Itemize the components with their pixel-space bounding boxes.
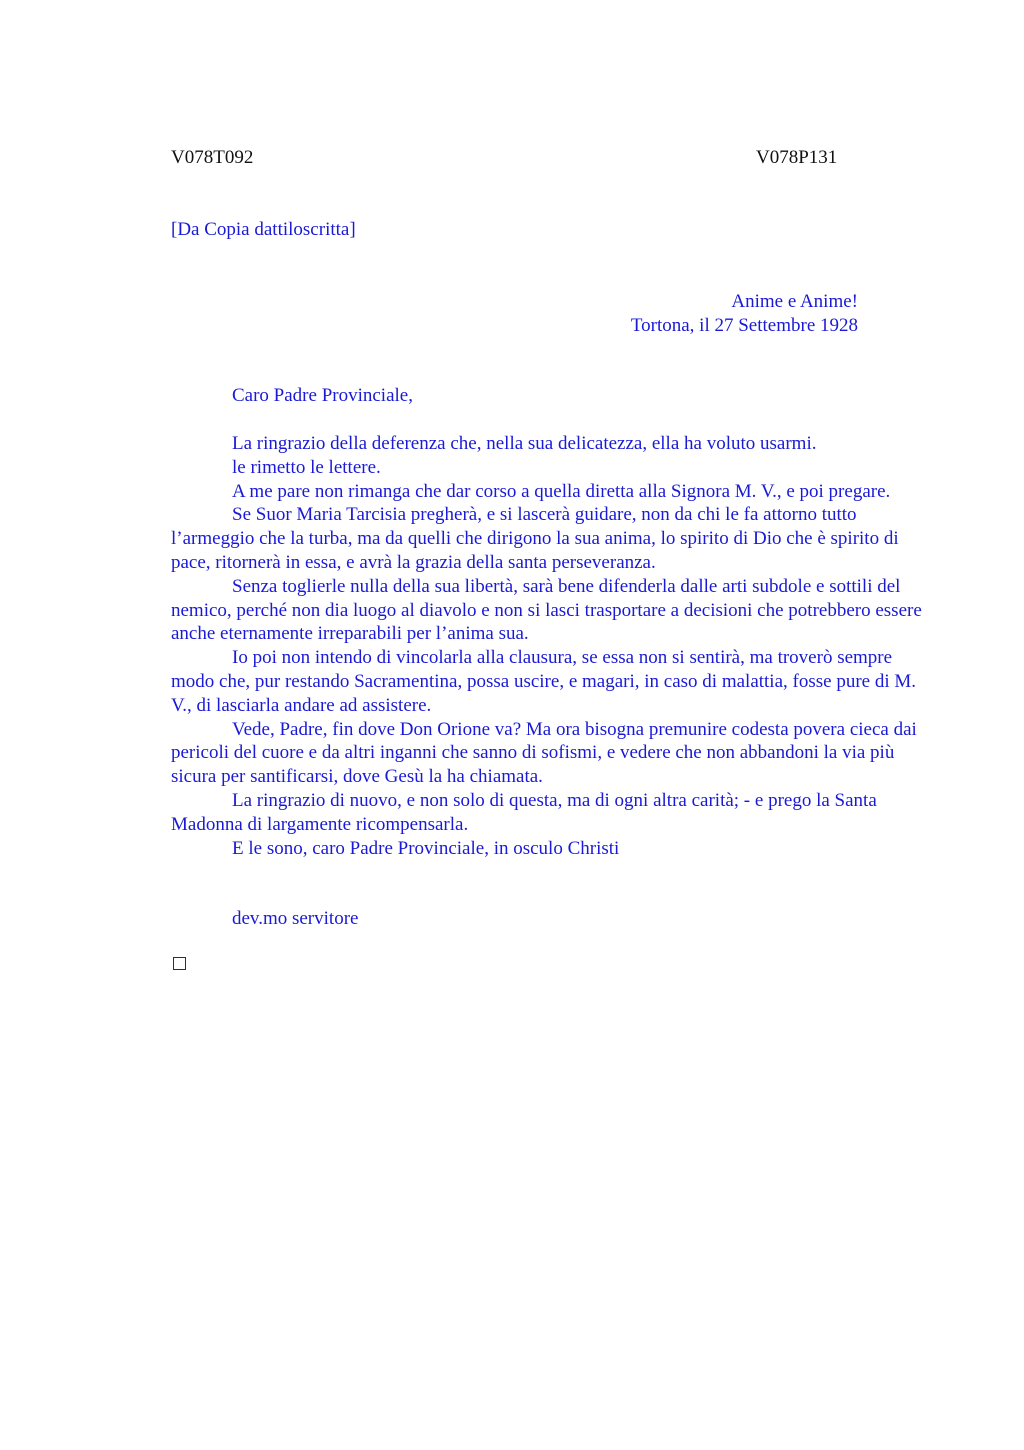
letter-body	[171, 432, 931, 860]
letter-paragraph: Se Suor Maria Tarcisia pregherà, e si lascerà guidare, non da chi le fa attorno tutto l’armeggio che la turba, ma da quelli che dirigono la sua anima, lo spirito di Dio che è spirito di pace, ritornerà in essa, e avrà la grazia della santa perseveranza.	[171, 504, 899, 573]
letter-paragraph: A me pare non rimanga che dar corso a quella diretta alla Signora M. V., e poi pregare.	[232, 480, 891, 502]
letter-salutation: Caro Padre Provinciale,	[232, 385, 413, 406]
letter-paragraph: Vede, Padre, fin dove Don Orione va? Ma ora bisogna premunire codesta povera cieca dai pericoli del cuore e da altri inganni che sanno di sofismi, e vedere che non abbandoni la via più sicura per santificarsi, dove Gesù la ha chiamata.	[171, 718, 917, 788]
document-code-right: V078P131	[756, 147, 838, 168]
letter-motto: Anime e Anime!	[731, 291, 858, 312]
letter-place-date: Tortona, il 27 Settembre 1928	[630, 315, 858, 336]
letter-paragraph: La ringrazio della deferenza che, nella sua delicatezza, ella ha voluto usarmi.	[232, 433, 817, 454]
source-note: [Da Copia dattiloscritta]	[171, 219, 356, 240]
letter-paragraph: Senza toglierle nulla della sua libertà, sarà bene difenderla dalle arti subdole e sottili del nemico, perché non dia luogo al diavolo e non si lasci trasportare a decisioni che potrebbero essere anche eternamente irreparabili per l’anima sua.	[171, 575, 922, 645]
letter-closing: dev.mo servitore	[232, 908, 359, 929]
letter-paragraph: La ringrazio di nuovo, e non solo di questa, ma di ogni altra carità; - e prego la Santa Madonna di largamente ricompensarla.	[171, 789, 877, 835]
document-code-left: V078T092	[171, 147, 254, 168]
end-marker-icon	[173, 957, 186, 970]
letter-paragraph: le rimetto le lettere.	[232, 456, 381, 478]
letter-header	[631, 290, 858, 338]
letter-paragraph: Io poi non intendo di vincolarla alla clausura, se essa non si sentirà, ma troverò sempre modo che, pur restando Sacramentina, possa uscire, e magari, in caso di malattia, fosse pure di M. V., di lasciarla andare ad assistere.	[171, 647, 916, 716]
letter-paragraph: E le sono, caro Padre Provinciale, in osculo Christi	[232, 837, 620, 859]
